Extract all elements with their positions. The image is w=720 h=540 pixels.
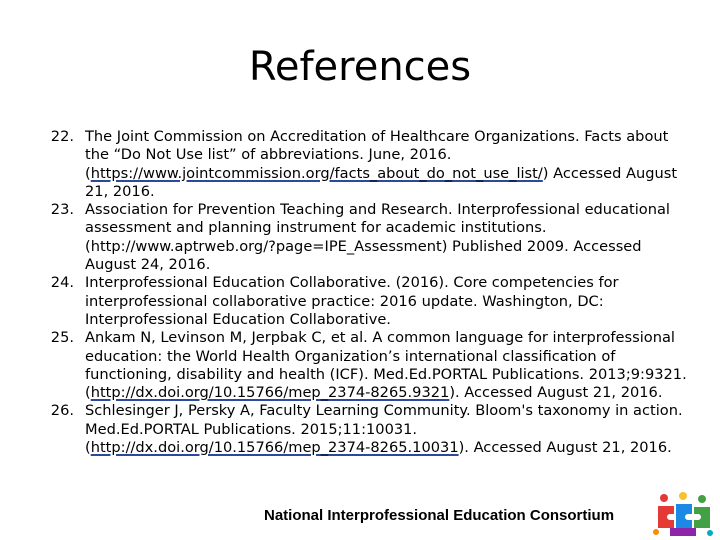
reference-item [40, 329, 688, 402]
reference-text-end: ). Accessed August 21, 2016. [449, 384, 663, 402]
reference-number: 26. [50, 402, 74, 420]
reference-number: 22. [50, 128, 74, 145]
reference-link[interactable]: http://dx.doi.org/10.15766/mep_2374-8265.9321 [90, 384, 450, 402]
reference-text: The Joint Commission on Accreditation of Healthcare Organizations. Facts about the “Do Not Use list” of abbreviations. June, 2016. ( [85, 128, 669, 182]
reference-link[interactable]: http://dx.doi.org/10.15766/mep_2374-8265.10031 [90, 439, 459, 457]
reference-text-end: ). Accessed August 21, 2016. [458, 439, 672, 457]
page-title: References [248, 44, 472, 90]
footer-organization: National Interprofessional Education Consortium [264, 507, 615, 524]
reference-text: Ankam N, Levinson M, Jerpbak C, et al. A common language for interprofessional education: the World Health Organization’s international classification of functioning, disability and health (ICF). Med.Ed.PORTAL Publications. 2013;9:9321. ( [85, 329, 687, 402]
puzzle-people-logo-icon [650, 490, 716, 538]
reference-item [40, 201, 688, 274]
reference-item [40, 128, 688, 201]
reference-text: Association for Prevention Teaching and Research. Interprofessional educational assessment and planning instrument for academic institutions. (http://www.aptrweb.org/?page=IPE_Assessment) Published 2009. Accessed August 24, 2016. [85, 201, 670, 274]
reference-number: 24. [50, 274, 74, 292]
reference-text: Schlesinger J, Persky A, Faculty Learning Community. Bloom's taxonomy in action. Med.Ed.PORTAL Publications. 2015;11:10031. ( [85, 402, 683, 457]
reference-link[interactable]: https://www.jointcommission.org/facts_about_do_not_use_list/ [90, 164, 543, 182]
reference-list [40, 128, 688, 457]
reference-item [40, 274, 688, 329]
reference-number: 23. [50, 201, 74, 219]
reference-text-end: ) Accessed August 21, 2016. [85, 164, 678, 200]
reference-number: 25. [50, 329, 74, 347]
reference-item [40, 402, 688, 457]
reference-text: Interprofessional Education Collaborative. (2016). Core competencies for interprofessional collaborative practice: 2016 update. Washington, DC: Interprofessional Education Collaborative. [85, 274, 619, 328]
